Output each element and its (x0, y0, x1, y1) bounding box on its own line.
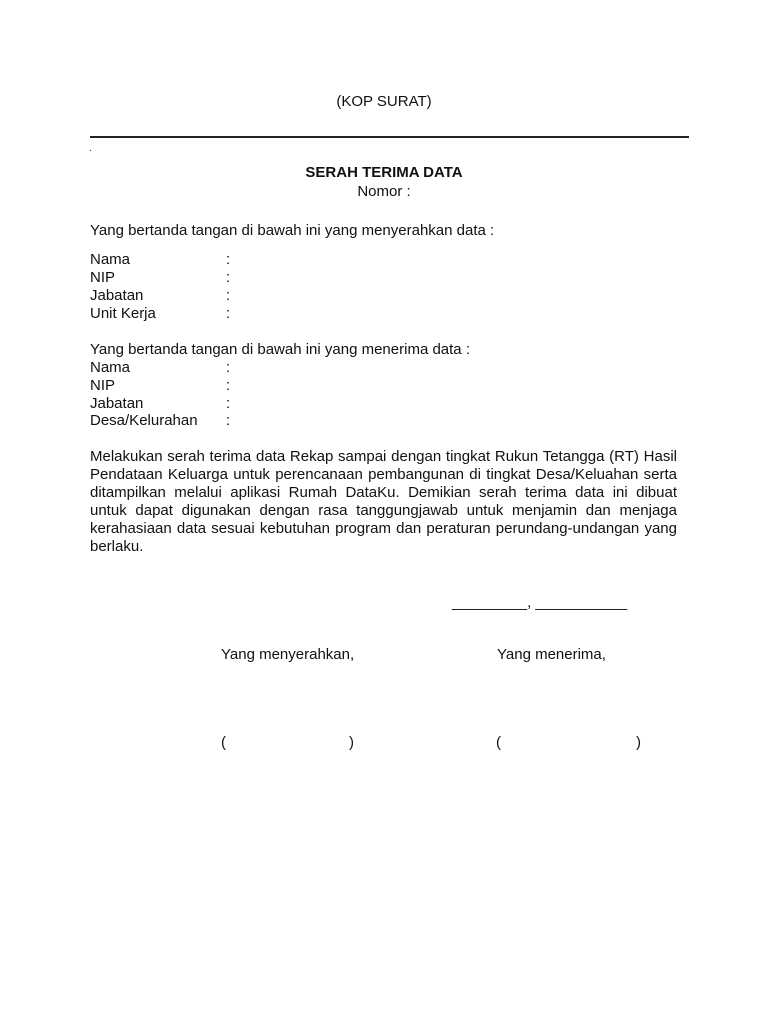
field-label: Nama (90, 359, 131, 376)
receiver-signature-open-paren: ( (496, 734, 501, 751)
place-date-line: _________, ___________ (452, 594, 628, 611)
body-line: ditampilkan melalui aplikasi Rumah DataKu. Demikian serah terima data ini dibuat (90, 484, 677, 501)
receiver-signature-close-paren: ) (636, 734, 641, 751)
field-label: Unit Kerja (90, 305, 156, 322)
giver-signature-close-paren: ) (349, 734, 354, 751)
giver-field-jabatan (90, 287, 390, 305)
field-colon: : (226, 269, 231, 286)
document-number: Nomor : (357, 183, 411, 200)
stray-dot: . (89, 143, 92, 154)
field-label: NIP (90, 377, 116, 394)
body-line: kerahasiaan data sesuai kebutuhan program dan peraturan perundang-undangan yang (90, 520, 677, 537)
receiver-field-nama (90, 359, 390, 377)
body-line: Pendataan Keluarga untuk perencanaan pembangunan di tingkat Desa/Keluahan serta (90, 466, 677, 483)
field-label: Jabatan (90, 395, 144, 412)
field-colon: : (226, 305, 231, 322)
field-colon: : (226, 359, 231, 376)
giver-signature-open-paren: ( (221, 734, 226, 751)
field-label: Desa/Kelurahan (90, 412, 198, 429)
receiver-signature-label: Yang menerima, (497, 646, 606, 663)
giver-signature-label: Yang menyerahkan, (221, 646, 355, 663)
letterhead-rule (90, 136, 689, 138)
body-line: Melakukan serah terima data Rekap sampai dengan tingkat Rukun Tetangga (RT) Hasil (90, 448, 677, 465)
field-label: Nama (90, 251, 131, 268)
giver-field-nama (90, 251, 390, 269)
receiver-field-nip (90, 377, 390, 395)
field-label: Jabatan (90, 287, 144, 304)
letterhead-placeholder: (KOP SURAT) (336, 93, 432, 110)
body-line: untuk dapat digunakan dengan rasa tanggungjawab untuk menjamin dan menjaga (90, 502, 677, 519)
field-colon: : (226, 412, 231, 429)
receiver-field-desa-kelurahan (90, 412, 390, 430)
receiver-intro: Yang bertanda tangan di bawah ini yang menerima data : (90, 341, 470, 358)
field-colon: : (226, 377, 231, 394)
giver-field-unit-kerja (90, 305, 390, 323)
body-line: berlaku. (90, 538, 144, 555)
field-label: NIP (90, 269, 116, 286)
giver-intro: Yang bertanda tangan di bawah ini yang menyerahkan data : (90, 222, 495, 239)
receiver-field-jabatan (90, 395, 390, 413)
giver-field-nip (90, 269, 390, 287)
field-colon: : (226, 395, 231, 412)
field-colon: : (226, 287, 231, 304)
body-paragraph (90, 448, 677, 556)
document-title: SERAH TERIMA DATA (305, 164, 463, 181)
field-colon: : (226, 251, 231, 268)
